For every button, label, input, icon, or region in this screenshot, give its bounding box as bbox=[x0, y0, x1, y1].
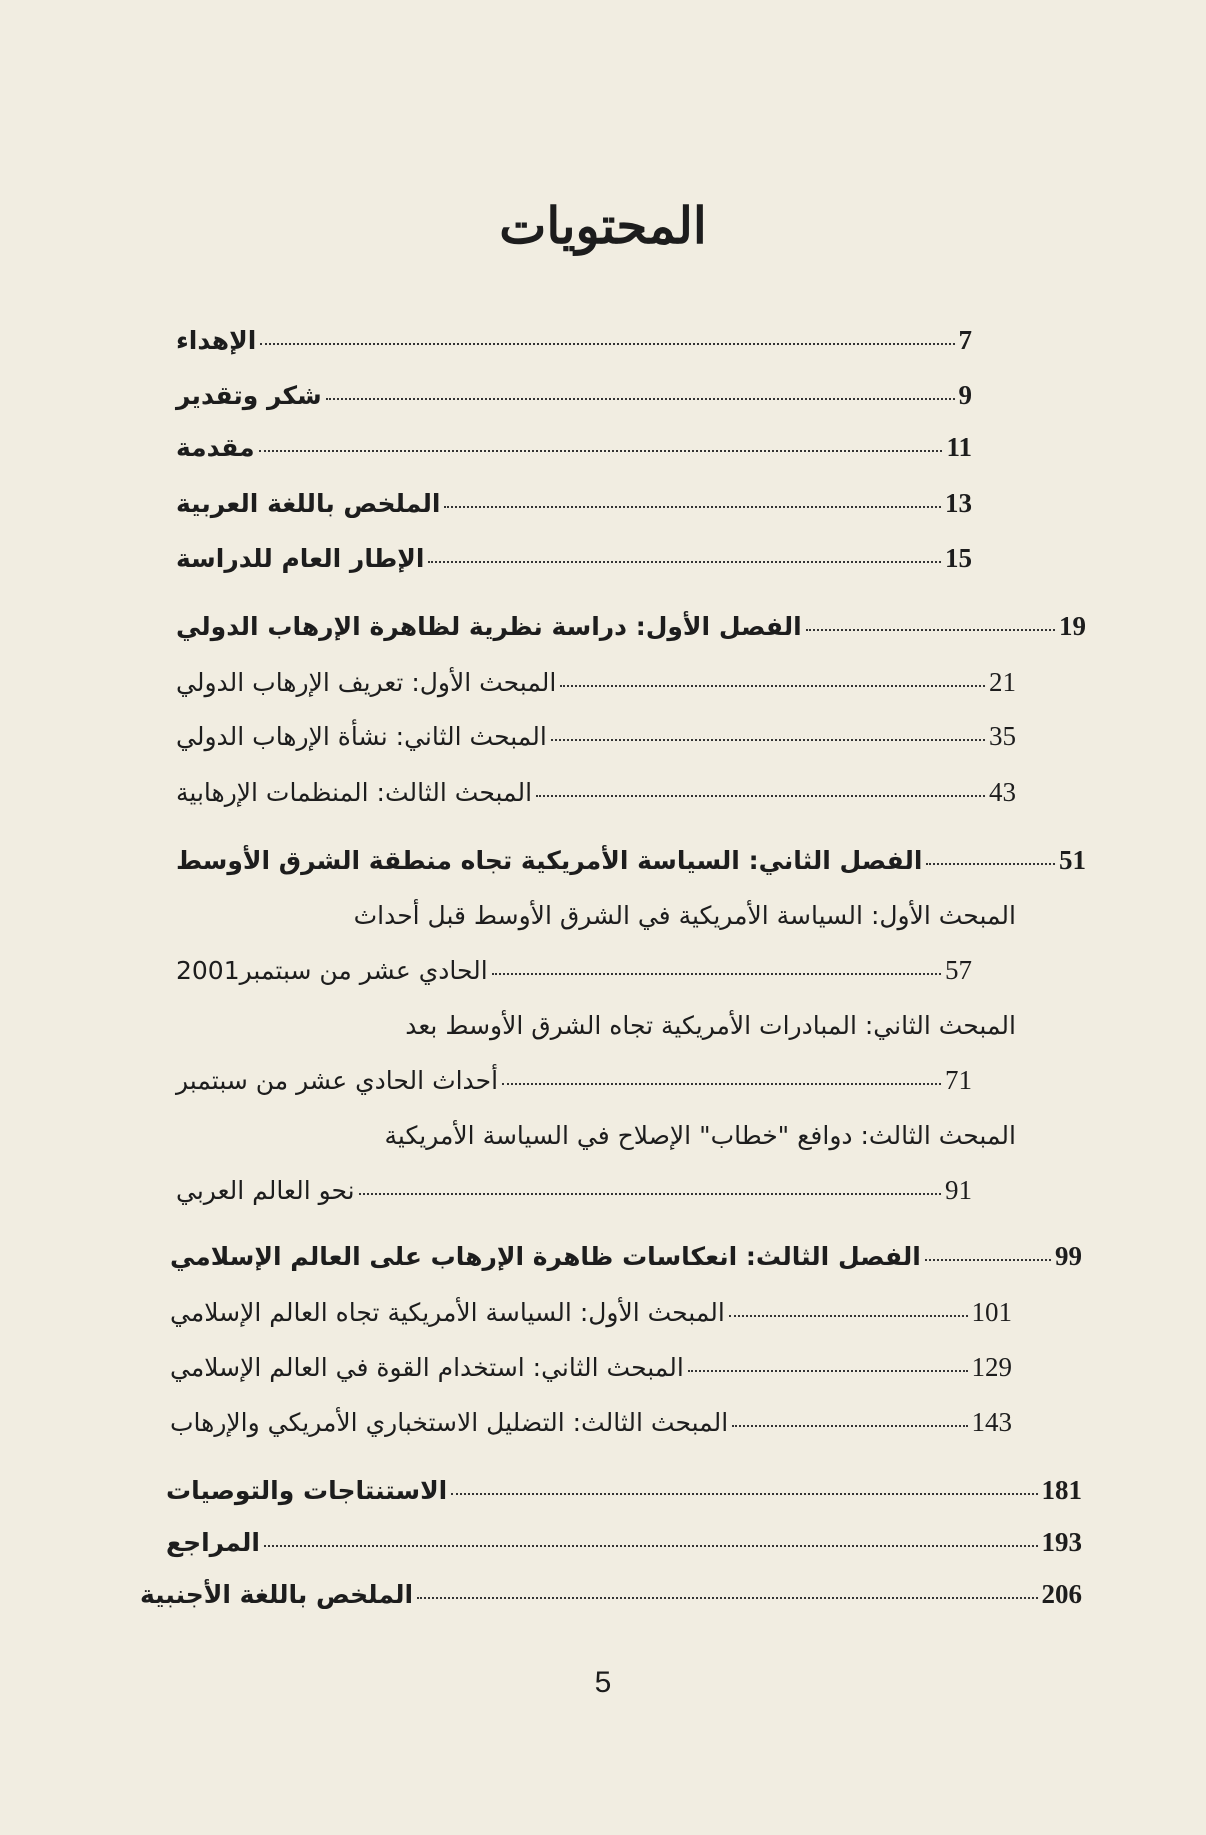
toc-leader-dots bbox=[732, 1397, 967, 1427]
toc-entry-page: 101 bbox=[971, 1297, 1012, 1327]
toc-entry-title: أحداث الحادي عشر من سبتمبر bbox=[176, 1066, 499, 1095]
toc-entry-page: 7 bbox=[958, 325, 972, 355]
toc-section bbox=[176, 1058, 972, 1102]
toc-section bbox=[170, 1400, 1012, 1444]
toc-entry bbox=[166, 1468, 1082, 1512]
toc-entry-title: الملخص باللغة الأجنبية bbox=[140, 1580, 414, 1609]
toc-entry-title: المبحث الثالث: المنظمات الإرهابية bbox=[176, 778, 533, 807]
toc-entry-page: 11 bbox=[946, 432, 972, 462]
toc-leader-dots bbox=[326, 370, 955, 400]
toc-entry-title: نحو العالم العربي bbox=[176, 1176, 355, 1205]
toc-leader-dots bbox=[451, 1465, 1037, 1495]
toc-entry-title: الإهداء bbox=[176, 326, 257, 355]
toc-leader-dots bbox=[806, 601, 1055, 631]
toc-entry bbox=[176, 318, 972, 362]
toc-entry-page: 35 bbox=[989, 721, 1016, 751]
toc-leader-dots bbox=[551, 711, 985, 741]
toc-leader-dots bbox=[926, 835, 1055, 865]
toc-section bbox=[176, 948, 972, 992]
toc-entry bbox=[176, 481, 972, 525]
toc-entry-title: المبحث الثالث: التضليل الاستخباري الأمريكي والإرهاب bbox=[170, 1408, 729, 1437]
toc-entry-page: 43 bbox=[989, 777, 1016, 807]
toc-entry-page: 193 bbox=[1041, 1527, 1082, 1557]
toc-section bbox=[176, 770, 1016, 814]
toc-entry-page: 51 bbox=[1059, 845, 1086, 875]
toc-entry-title: الفصل الثاني: السياسة الأمريكية تجاه منطقة الشرق الأوسط bbox=[176, 846, 923, 875]
toc-leader-dots bbox=[359, 1165, 941, 1195]
toc-section-line1: المبحث الأول: السياسة الأمريكية في الشرق الأوسط قبل أحداث bbox=[353, 901, 1016, 930]
toc-entry-page: 91 bbox=[945, 1175, 972, 1205]
toc-entry-page: 21 bbox=[989, 667, 1016, 697]
toc-entry-title: المبحث الأول: تعريف الإرهاب الدولي bbox=[176, 668, 557, 697]
toc-entry-page: 99 bbox=[1055, 1241, 1082, 1271]
toc-entry-page: 181 bbox=[1041, 1475, 1082, 1505]
toc-entry-title: المبحث الثاني: نشأة الإرهاب الدولي bbox=[176, 722, 547, 751]
toc-entry-page: 9 bbox=[958, 380, 972, 410]
toc-entry-title: شكر وتقدير bbox=[176, 381, 322, 410]
toc-entry bbox=[176, 373, 972, 417]
toc-leader-dots bbox=[536, 767, 985, 797]
toc-entry-title: الحادي عشر من سبتمبر2001 bbox=[176, 956, 488, 985]
toc-section bbox=[170, 1290, 1012, 1334]
toc-entry-page: 15 bbox=[945, 543, 972, 573]
toc-entry-title: الفصل الثالث: انعكاسات ظاهرة الإرهاب على العالم الإسلامي bbox=[170, 1242, 921, 1271]
toc-entry bbox=[176, 536, 972, 580]
toc-entry bbox=[166, 1520, 1082, 1564]
toc-entry-title: مقدمة bbox=[176, 433, 255, 462]
toc-entry-page: 129 bbox=[971, 1352, 1012, 1382]
toc-section bbox=[176, 660, 1016, 704]
page-number: 5 bbox=[594, 1666, 612, 1699]
toc-section bbox=[176, 1168, 972, 1212]
toc-leader-dots bbox=[729, 1287, 968, 1317]
toc-entry-title: الملخص باللغة العربية bbox=[176, 489, 441, 518]
toc-entry-page: 19 bbox=[1059, 611, 1086, 641]
toc-entry-title: المبحث الأول: السياسة الأمريكية تجاه العالم الإسلامي bbox=[170, 1298, 725, 1327]
toc-entry-page: 13 bbox=[945, 488, 972, 518]
toc-entry bbox=[140, 1572, 1082, 1616]
toc-chapter bbox=[176, 838, 1086, 882]
toc-chapter bbox=[170, 1234, 1082, 1278]
toc-entry-title: الفصل الأول: دراسة نظرية لظاهرة الإرهاب الدولي bbox=[176, 612, 802, 641]
toc-entry-title: المراجع bbox=[166, 1528, 260, 1557]
toc-leader-dots bbox=[264, 1517, 1038, 1547]
toc-leader-dots bbox=[560, 657, 985, 687]
toc-entry-title: المبحث الثاني: استخدام القوة في العالم الإسلامي bbox=[170, 1353, 684, 1382]
toc-leader-dots bbox=[428, 533, 941, 563]
toc-leader-dots bbox=[444, 478, 941, 508]
toc-entry-page: 206 bbox=[1041, 1579, 1082, 1609]
toc-entry-page: 143 bbox=[971, 1407, 1012, 1437]
toc-leader-dots bbox=[925, 1231, 1051, 1261]
toc-leader-dots bbox=[259, 422, 943, 452]
toc-entry-page: 57 bbox=[945, 955, 972, 985]
toc-section bbox=[176, 714, 1016, 758]
page-title: المحتويات bbox=[499, 196, 707, 255]
toc-entry-title: الإطار العام للدراسة bbox=[176, 544, 425, 573]
toc-entry-page: 71 bbox=[945, 1065, 972, 1095]
toc-section-line1: المبحث الثاني: المبادرات الأمريكية تجاه الشرق الأوسط بعد bbox=[405, 1011, 1016, 1040]
toc-entry bbox=[176, 425, 972, 469]
toc-leader-dots bbox=[417, 1569, 1037, 1599]
toc-leader-dots bbox=[492, 945, 941, 975]
toc-chapter bbox=[176, 604, 1086, 648]
toc-leader-dots bbox=[688, 1342, 968, 1372]
toc-leader-dots bbox=[260, 315, 954, 345]
toc-leader-dots bbox=[502, 1055, 941, 1085]
toc-section-line1: المبحث الثالث: دوافع "خطاب" الإصلاح في السياسة الأمريكية bbox=[384, 1121, 1016, 1150]
toc-section bbox=[170, 1345, 1012, 1389]
toc-entry-title: الاستنتاجات والتوصيات bbox=[166, 1476, 448, 1505]
